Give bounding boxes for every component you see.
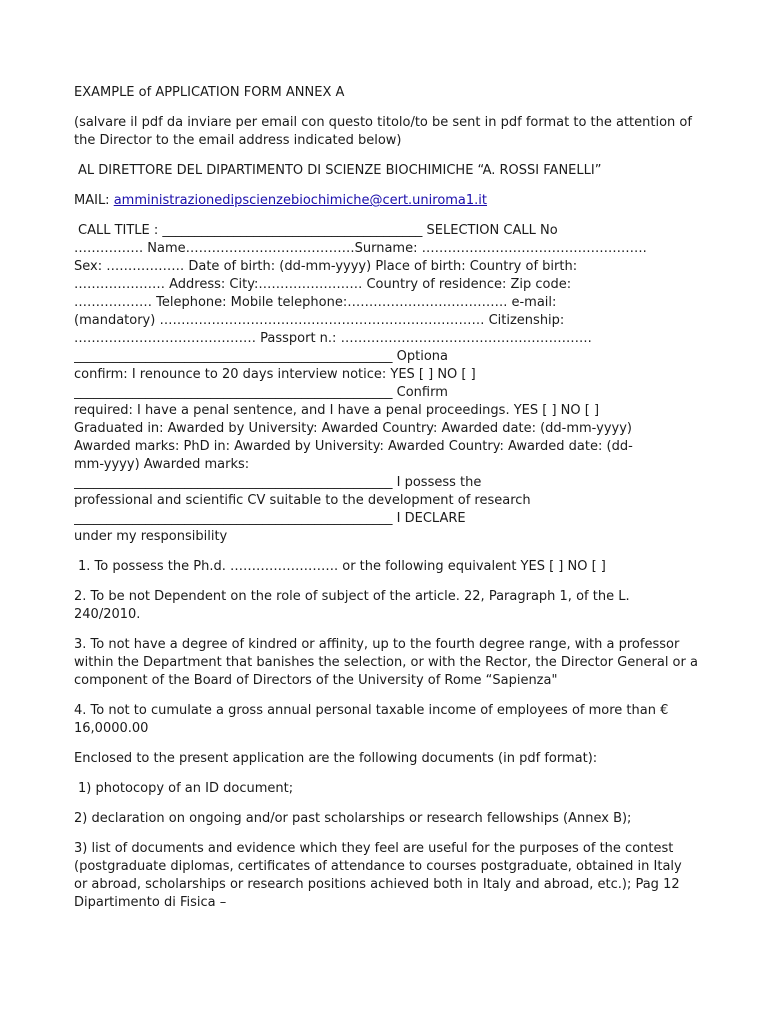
form-line: mm-yyyy) Awarded marks:: [74, 457, 250, 472]
mail-address-link[interactable]: amministrazionedipscienzebiochimiche@cert.uniroma1.it: [113, 193, 488, 208]
mail-label: MAIL:: [74, 193, 114, 208]
form-line: _________________________________________________ Optiona: [74, 349, 448, 364]
form-line: under my responsibility: [74, 529, 228, 544]
form-line: ……………… Telephone: Mobile telephone:………………………………. e-mail:: [74, 295, 557, 310]
declaration-item: 3. To not have a degree of kindred or affinity, up to the fourth degree range, with a professor within the Department that banishes the selection, or with the Rector, the Director General or a component of the Board of Directors of the University of Rome “Sapienza": [74, 637, 698, 688]
form-line: _________________________________________________ I possess the: [74, 475, 482, 490]
declaration-item: 1. To possess the Ph.d. ……………………. or the following equivalent YES [ ] NO [ ]: [78, 559, 606, 574]
form-line: _________________________________________________ I DECLARE: [74, 511, 466, 526]
form-line: Graduated in: Awarded by University: Awarded Country: Awarded date: (dd-mm-yyyy): [74, 421, 632, 436]
form-line: confirm: I renounce to 20 days interview notice: YES [ ] NO [ ]: [74, 367, 476, 382]
declaration-item: 4. To not to cumulate a gross annual personal taxable income of employees of more than € 16,0000.00: [74, 703, 669, 736]
document-page: [74, 84, 698, 924]
enclosure-item: 1) photocopy of an ID document;: [78, 781, 294, 796]
form-line: professional and scientific CV suitable to the development of research: [74, 493, 531, 508]
form-line: ………………… Address: City:…………………… Country of residence: Zip code:: [74, 277, 572, 292]
form-line: Sex: ……………… Date of birth: (dd-mm-yyyy) Place of birth: Country of birth:: [74, 259, 578, 274]
form-line: Awarded marks: PhD in: Awarded by University: Awarded Country: Awarded date: (dd-: [74, 439, 633, 454]
form-line: CALL TITLE : ________________________________________ SELECTION CALL No: [78, 223, 558, 238]
form-line: …………………………………… Passport n.: ………………………………………………….: [74, 331, 592, 346]
enclosed-intro: Enclosed to the present application are the following documents (in pdf format):: [74, 751, 598, 766]
addressee-line: AL DIRETTORE DEL DIPARTIMENTO DI SCIENZE BIOCHIMICHE “A. ROSSI FANELLI”: [78, 163, 602, 178]
document-heading: EXAMPLE of APPLICATION FORM ANNEX A: [74, 85, 345, 100]
enclosure-item: 3) list of documents and evidence which they feel are useful for the purposes of the contest (postgraduate diplomas, certificates of attendance to courses postgraduate, obtained in Italy or abroad, scholarships or research positions achieved both in Italy and abroad, etc.); Pag 12 Dipartimento di Fisica –: [74, 841, 682, 910]
form-fields-block: [74, 222, 698, 546]
form-line: _________________________________________________ Confirm: [74, 385, 448, 400]
declaration-item: 2. To be not Dependent on the role of subject of the article. 22, Paragraph 1, of the L. 240/2010.: [74, 589, 630, 622]
mail-line: [74, 192, 698, 210]
form-line: required: I have a penal sentence, and I have a penal proceedings. YES [ ] NO [ ]: [74, 403, 600, 418]
enclosure-item: 2) declaration on ongoing and/or past scholarships or research fellowships (Annex B);: [74, 811, 632, 826]
form-line: (mandatory) ………………………………………………………………… Citizenship:: [74, 313, 565, 328]
instruction-text: (salvare il pdf da inviare per email con questo titolo/to be sent in pdf format to the attention of the Director to the email address indicated below): [74, 115, 692, 148]
form-line: ……………. Name…………………………………Surname: …………………………………………….: [74, 241, 647, 256]
